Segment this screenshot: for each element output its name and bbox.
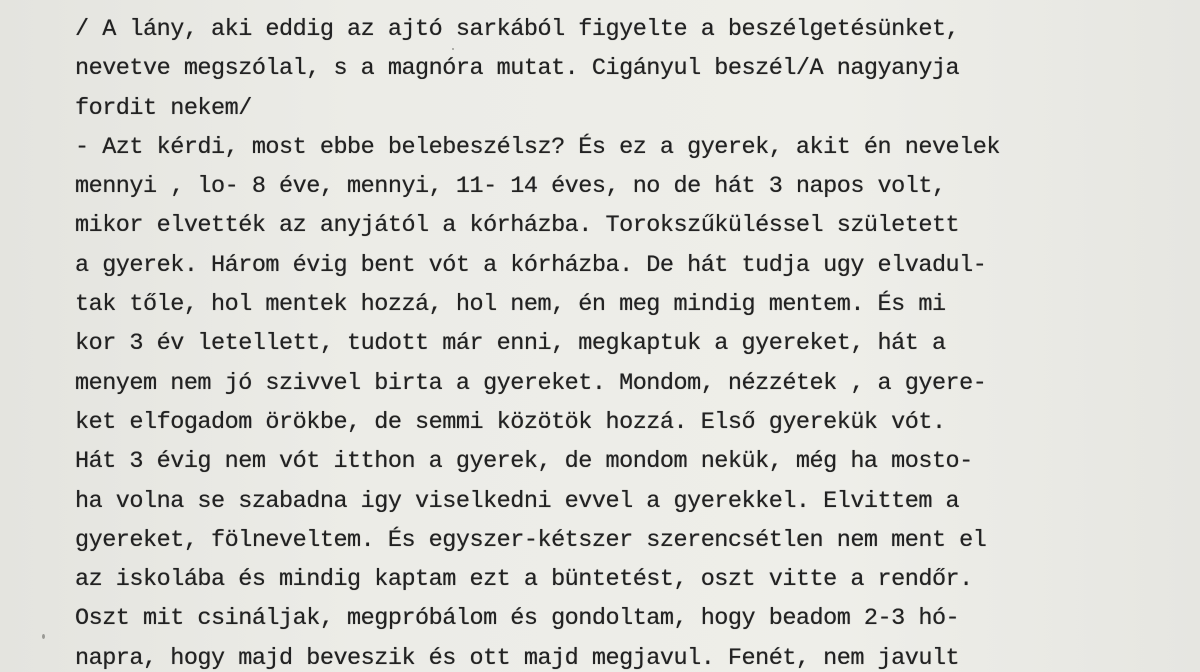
paper-speck xyxy=(452,48,454,50)
paper-speck xyxy=(42,634,45,639)
text-line: / A lány, aki eddig az ajtó sarkából figyelte a beszélgetésünket, xyxy=(75,16,960,43)
text-body xyxy=(75,10,1195,672)
text-line: Hát 3 évig nem vót itthon a gyerek, de mondom nekük, még ha mosto- xyxy=(75,448,973,476)
text-line: menyem nem jó szivvel birta a gyereket. Mondom, nézzétek , a gyere- xyxy=(75,369,987,397)
text-line: Oszt mit csináljak, megpróbálom és gondoltam, hogy beadom 2-3 hó- xyxy=(75,605,960,633)
text-line: napra, hogy majd beveszik és ott majd megjavul. Fenét, nem javult xyxy=(75,644,960,672)
text-line: mikor elvették az anyjától a kórházba. Torokszűküléssel született xyxy=(75,212,960,240)
text-line: fordit nekem/ xyxy=(75,94,252,122)
text-line: az iskolába és mindig kaptam ezt a büntetést, oszt vitte a rendőr. xyxy=(75,566,973,594)
text-line: gyereket, fölneveltem. És egyszer-kétszer szerencsétlen nem ment el xyxy=(75,526,987,554)
text-line: tak tőle, hol mentek hozzá, hol nem, én meg mindig mentem. És mi xyxy=(75,291,946,319)
text-line: - Azt kérdi, most ebbe belebeszélsz? És ez a gyerek, akit én nevelek xyxy=(75,133,1000,161)
text-line: kor 3 év letellett, tudott már enni, megkaptuk a gyereket, hát a xyxy=(75,330,946,358)
text-line: ha volna se szabadna igy viselkedni evvel a gyerekkel. Elvittem a xyxy=(75,487,960,515)
text-line: ket elfogadom örökbe, de semmi közötök hozzá. Első gyerekük vót. xyxy=(75,408,946,436)
text-line: nevetve megszólal, s a magnóra mutat. Cigányul beszél/A nagyanyja xyxy=(75,55,960,83)
text-line: a gyerek. Három évig bent vót a kórházba. De hát tudja ugy elvadul- xyxy=(75,251,987,279)
text-line: mennyi , lo- 8 éve, mennyi, 11- 14 éves, no de hát 3 napos volt, xyxy=(75,173,946,201)
